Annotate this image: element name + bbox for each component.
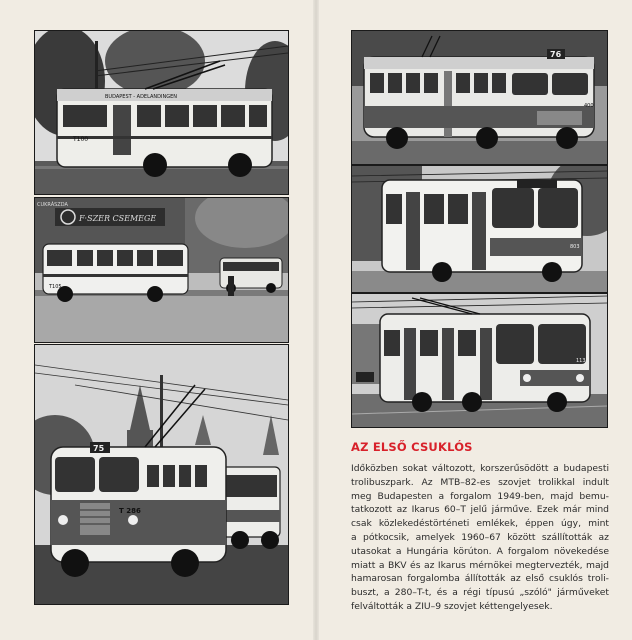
route-number: 75	[93, 444, 105, 453]
article-line: felváltották a ZIU–9 szovjet kéttengelyesek.	[351, 600, 553, 612]
shop-sign-small: CUKRÁSZDA	[37, 202, 68, 208]
shop-sign: F·SZER CSEMEGE	[79, 214, 157, 223]
fleet-number: T100	[73, 136, 89, 143]
fleet-number: T105	[49, 284, 62, 290]
route-number: 76	[550, 50, 562, 59]
fleet-number: 113	[576, 358, 586, 364]
article-line: utasokat a Hungária körúton. A forgalom növekedése	[351, 545, 609, 557]
photo-modern-trolleybus	[351, 165, 608, 293]
photo-early-trolleybus	[34, 30, 289, 195]
article-line: hamarosan forgalomba állították az első csuklós troli-	[351, 573, 609, 585]
article-body	[351, 462, 609, 614]
article-line: meg Budapesten a forgalom 1949-ben, majd bemu-	[351, 490, 609, 502]
article-line: a pótkocsik, amelyek 1960–67 között szállították az	[351, 531, 609, 543]
fleet-number: T 286	[119, 507, 141, 515]
article-line: buszt, a 280–T-t, és a régi típusú „szóló" járműveket	[351, 587, 609, 599]
fleet-number: 803	[570, 244, 580, 250]
article-line: miatt a BKV és az Ikarus mérnökei megtervezték, majd	[351, 559, 609, 571]
article-line: tatkozott az Ikarus 60–T jelű járműve. Ezek már mind	[351, 504, 609, 516]
destination-sign: BUDAPEST - ADELANDINGEN	[105, 94, 177, 100]
article-line: Időközben sokat változott, korszerűsödött a budapesti	[351, 463, 609, 474]
article-line: csak közlekedéstörténeti emlékek, éppen úgy, mint	[351, 518, 609, 530]
fleet-number: 400	[584, 103, 594, 109]
article-line: trolibuszpark. Az MTB–82-es szovjet trolikkal indult	[351, 476, 609, 488]
photo-route-75-trailer	[34, 344, 289, 605]
photo-street-scene	[34, 197, 289, 343]
photo-articulated-route-76	[351, 30, 608, 165]
article-heading: AZ ELSŐ CSUKLÓS	[351, 440, 473, 454]
page-gutter	[313, 0, 319, 640]
photo-ikarus-280t	[351, 293, 608, 428]
